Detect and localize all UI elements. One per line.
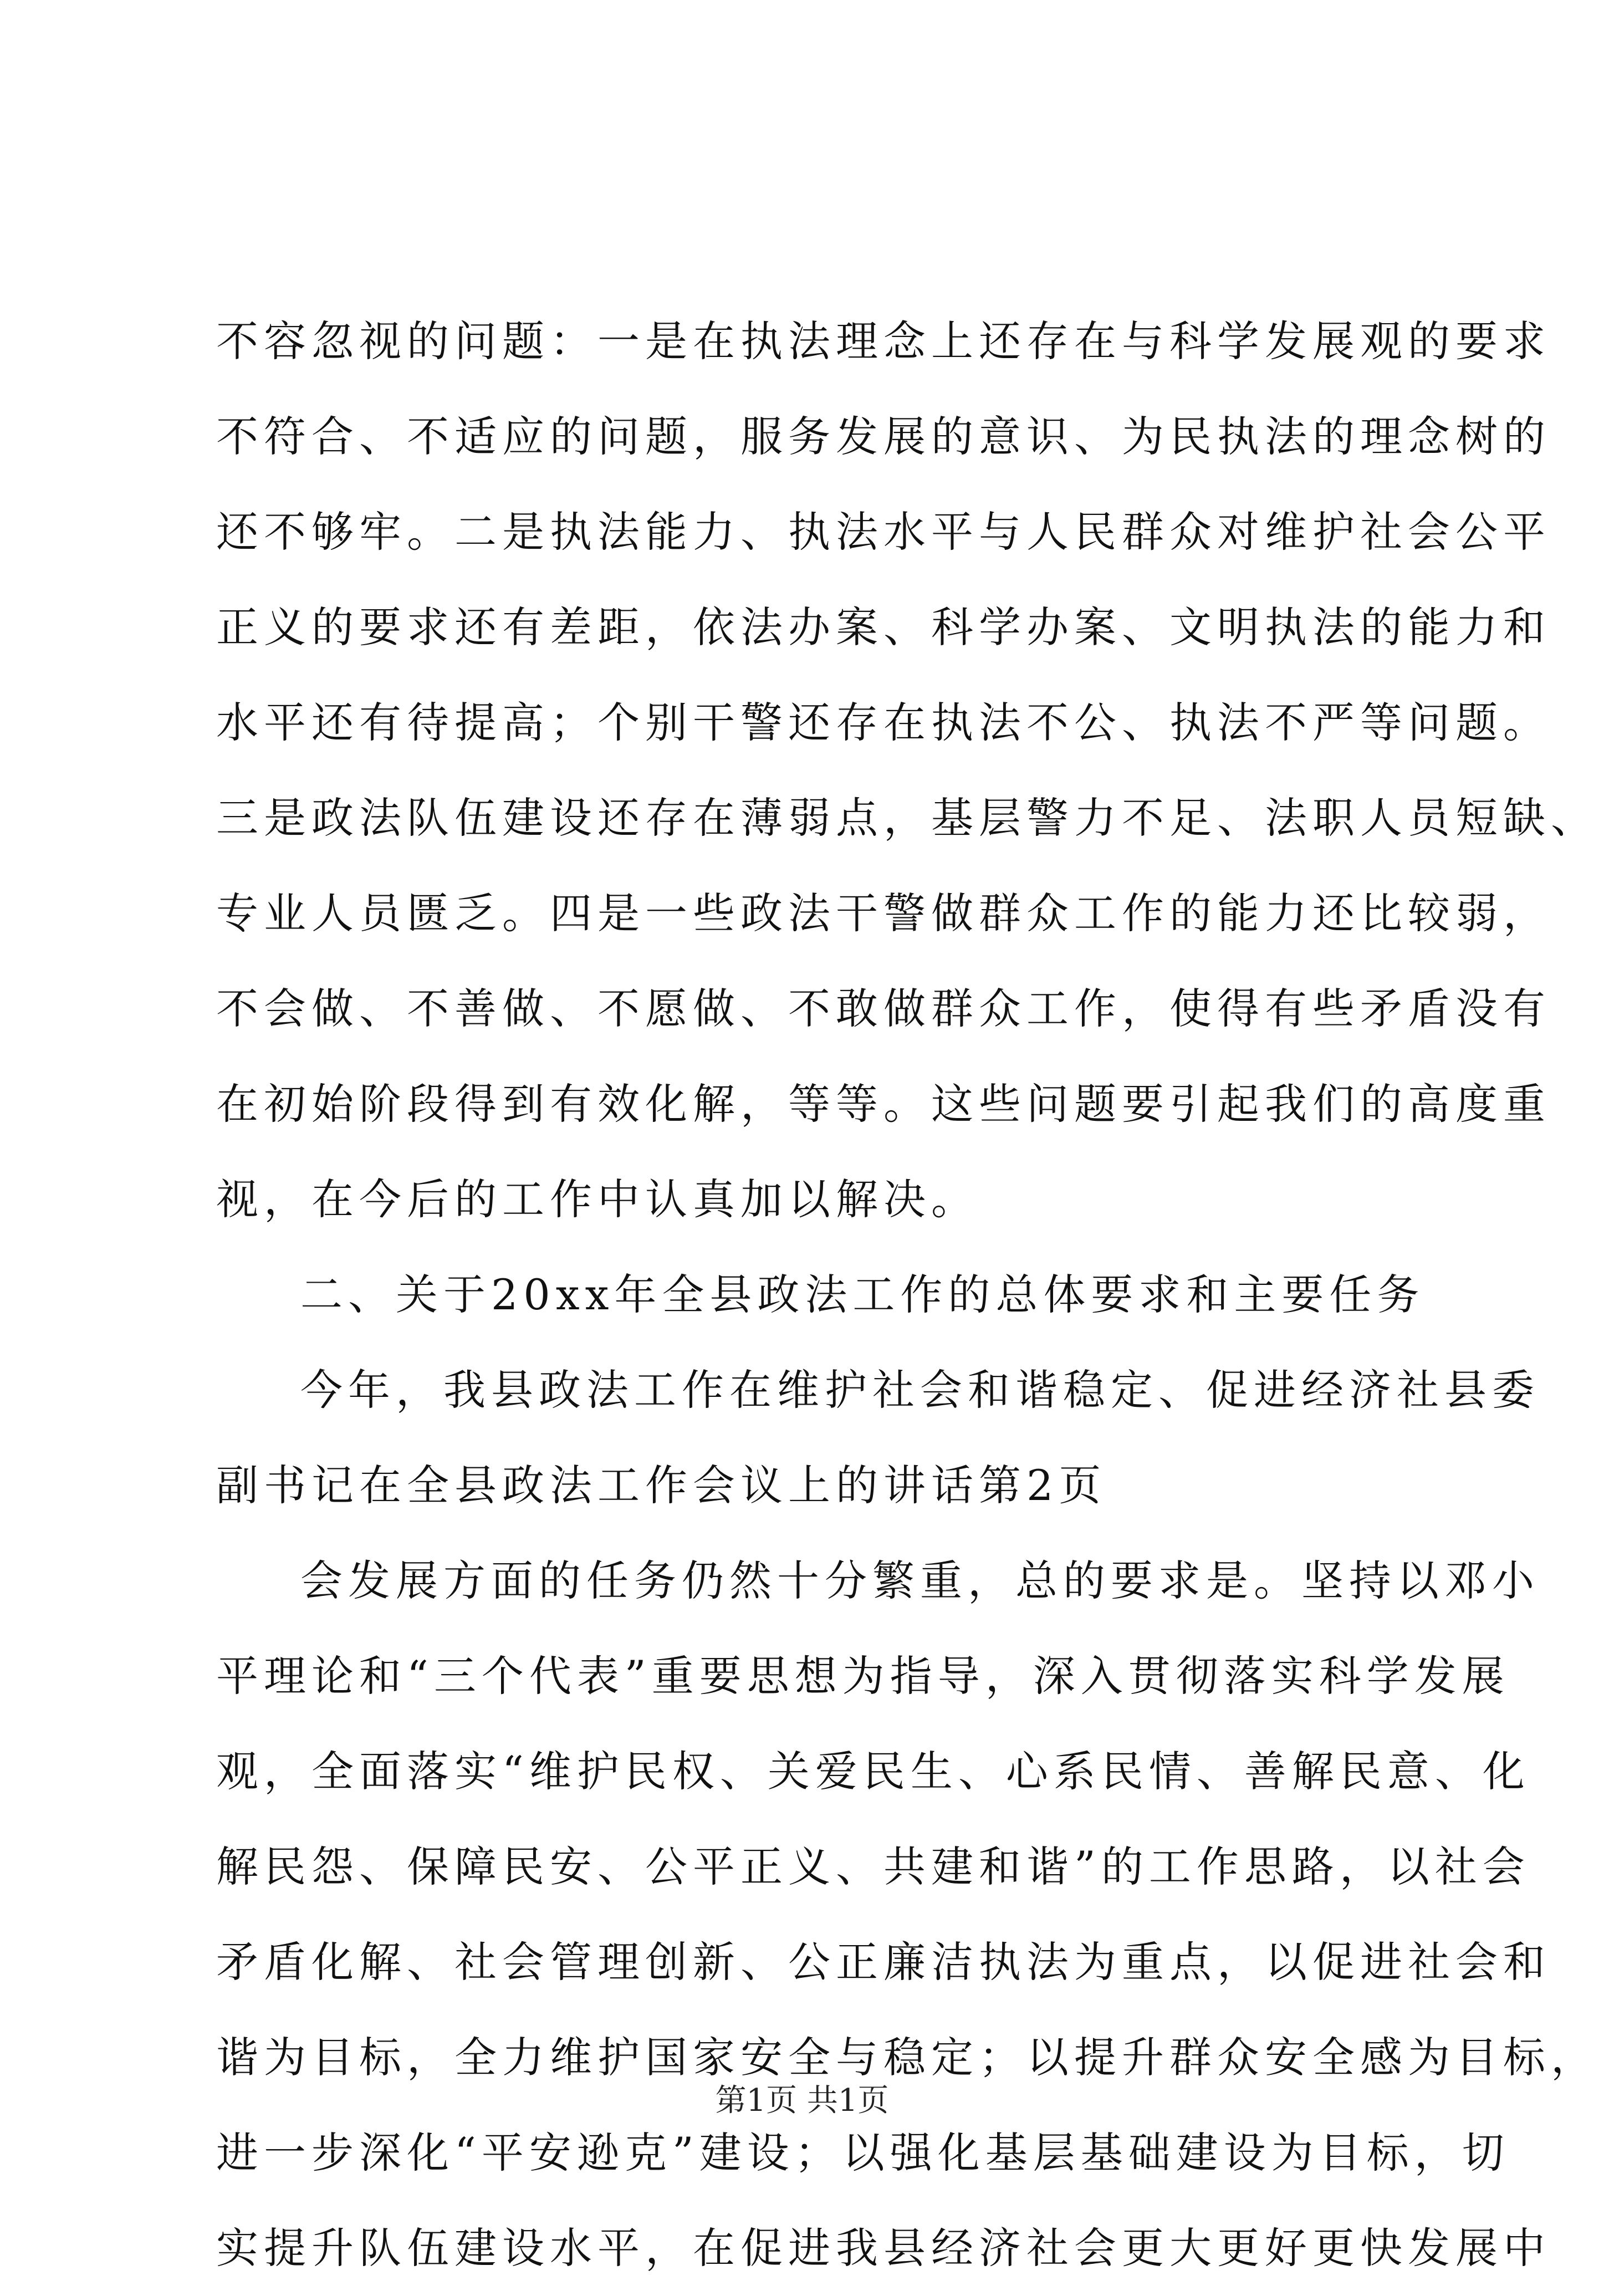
text-line: 会发展方面的任务仍然十分繁重，总的要求是。坚持以邓小 (300, 1556, 1540, 1605)
text-line: 今年，我县政法工作在维护社会和谐稳定、促进经济社县委 (300, 1365, 1540, 1415)
text-line: 矛盾化解、社会管理创新、公正廉洁执法为重点，以促进社会和 (216, 1937, 1551, 1987)
text-line: 在初始阶段得到有效化解，等等。这些问题要引起我们的高度重 (216, 1079, 1551, 1129)
text-line: 实提升队伍建设水平，在促进我县经济社会更大更好更快发展中 (216, 2223, 1551, 2273)
text-line: 不符合、不适应的问题，服务发展的意识、为民执法的理念树的 (216, 412, 1551, 461)
text-line: 视，在今后的工作中认真加以解决。 (216, 1175, 979, 1224)
text-line: 谐为目标，全力维护国家安全与稳定；以提升群众安全感为目标， (216, 2033, 1598, 2082)
text-line: 解民怨、保障民安、公平正义、共建和谐”的工作思路，以社会 (216, 1842, 1530, 1891)
document-body (216, 294, 1598, 2296)
text-line: 不容忽视的问题：一是在执法理念上还存在与科学发展观的要求 (216, 317, 1551, 366)
text-line: 水平还有待提高；个别干警还存在执法不公、执法不严等问题。 (216, 698, 1551, 747)
section-heading: 二、关于20xx年全县政法工作的总体要求和主要任务 (300, 1270, 1425, 1319)
text-line: 正义的要求还有差距，依法办案、科学办案、文明执法的能力和 (216, 603, 1551, 652)
text-line: 平理论和“三个代表”重要思想为指导，深入贯彻落实科学发展 (216, 1651, 1510, 1701)
page-footer: 第1页 共1页 (715, 2083, 889, 2119)
text-line: 还不够牢。二是执法能力、执法水平与人民群众对维护社会公平 (216, 507, 1551, 557)
text-line: 观，全面落实“维护民权、关爱民生、心系民情、善解民意、化 (216, 1747, 1530, 1796)
text-line: 专业人员匮乏。四是一些政法干警做群众工作的能力还比较弱， (216, 889, 1551, 938)
text-line: 不会做、不善做、不愿做、不敢做群众工作，使得有些矛盾没有 (216, 984, 1551, 1033)
text-line: 副书记在全县政法工作会议上的讲话第2页 (216, 1461, 1107, 1510)
text-line: 进一步深化“平安逊克”建设；以强化基层基础建设为目标，切 (216, 2128, 1510, 2177)
text-line: 三是政法队伍建设还存在薄弱点，基层警力不足、法职人员短缺、 (216, 793, 1598, 843)
